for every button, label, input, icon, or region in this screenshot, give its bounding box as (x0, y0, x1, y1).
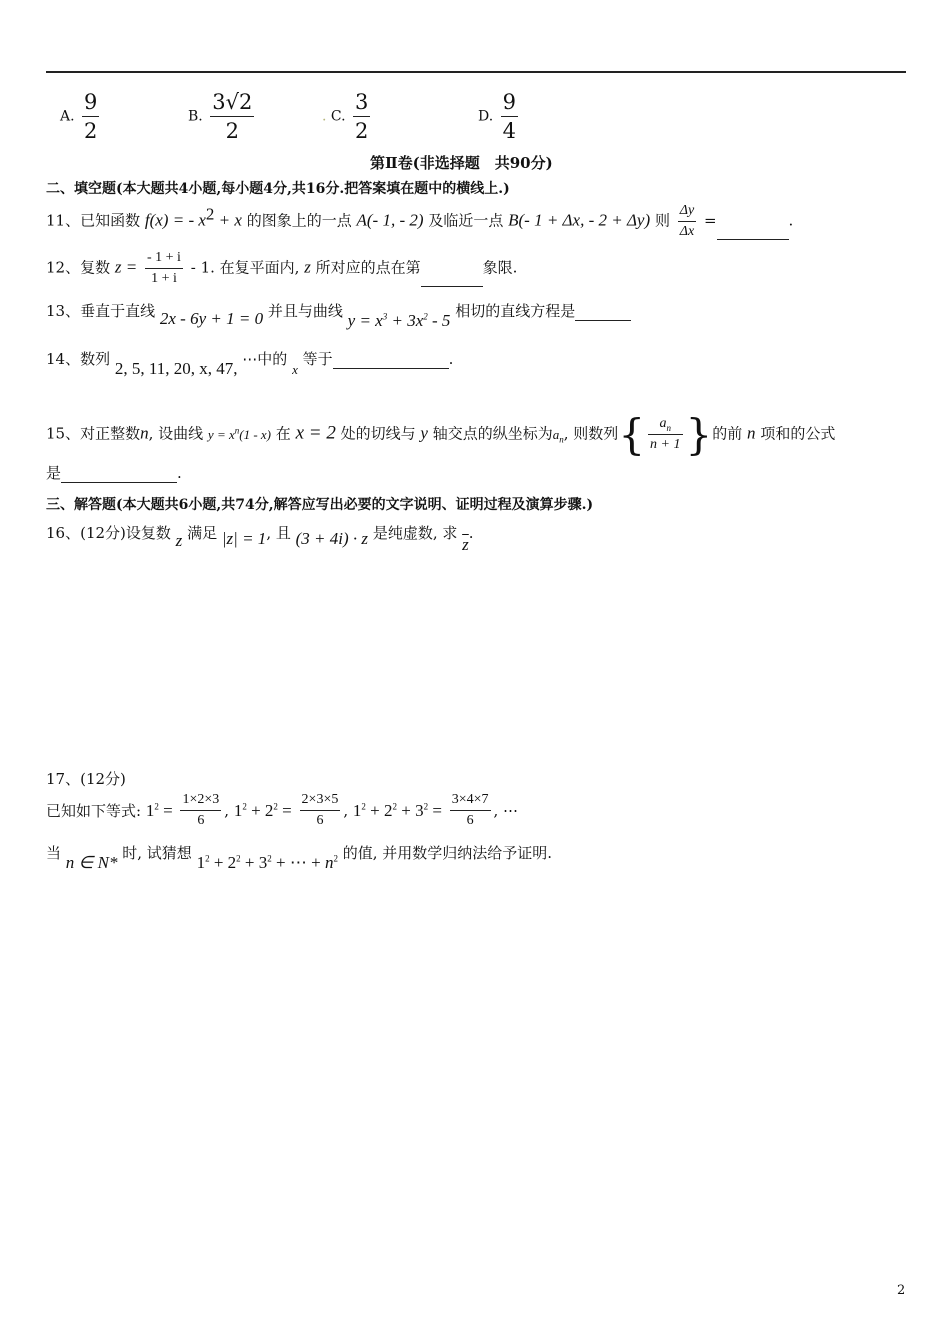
option-a (60, 90, 102, 143)
option-c-label: C. (330, 108, 346, 125)
right-brace: } (685, 410, 713, 459)
question-16: 16、(12分)设复数 z 满足 |z| = 1, 且 (3 + 4i) · z 是纯虚数, 求 $\overline{z}$. (46, 524, 474, 554)
q17-fraction-2: $\frac{2\times 3\times 5}{6}$ (301, 792, 339, 828)
q17-fraction-3: $\frac{3\times 4\times 7}{6}$ (451, 792, 489, 828)
option-b-fraction: $\frac{3√2}{2}$ (212, 90, 253, 143)
q11-answer-blank[interactable] (717, 239, 789, 240)
q12-answer-blank[interactable] (421, 286, 483, 287)
left-brace: { (618, 410, 646, 459)
page-number: 2 (897, 1283, 906, 1298)
q17-fraction-1: $\frac{1\times 2\times 3}{6}$ (182, 792, 220, 828)
top-rule (46, 71, 906, 73)
question-17-conjecture: 当 n ∈ N* 时, 试猜想 $1^2 + 2^2 + 3^2$ + ⋯ + $n^2$ 的值, 并用数学归纳法给予证明. (46, 844, 553, 872)
option-a-label: A. (60, 108, 75, 125)
question-17-title: 17、(12分) (46, 770, 126, 788)
section3-heading: 三、解答题(本大题共6小题,共74分,解答应写出必要的文字说明、证明过程及演算步骤.) (46, 497, 594, 513)
question-15-line2: 是 . (46, 464, 182, 482)
q14-answer-blank[interactable] (333, 368, 449, 369)
option-d-label: D. (478, 108, 494, 125)
option-c (322, 90, 373, 143)
q11-fraction: $\frac{\Delta y}{\Delta x}$ (679, 203, 695, 239)
question-11: 11、已知函数 f(x) = - $x^2 + x$ 的图象上的一点 A(- 1, - 2) 及临近一点 B(- 1 + Δx, - 2 + Δy) 则 $\frac{\Delta y}{\Delta x}$ = . (46, 203, 794, 239)
option-d (478, 90, 521, 143)
option-d-fraction: $\frac{9}{4}$ (502, 90, 517, 143)
q15-fraction: $\frac{a_n}{n + 1}$ (650, 415, 681, 453)
part2-title: 第Ⅱ卷(非选择题 共90分) (370, 154, 553, 172)
question-13: 13、垂直于直线 2x - 6y + 1 = 0 并且与曲线 $y = x^3 + 3x^2 - 5$ 相切的直线方程是 (46, 300, 631, 321)
stray-dot: . (322, 108, 327, 125)
section2-heading: 二、填空题(本大题共4小题,每小题4分,共16分.把答案填在题中的横线上.) (46, 181, 510, 197)
option-b-label: B. (188, 108, 203, 125)
q13-answer-blank[interactable] (575, 320, 631, 321)
option-c-fraction: $\frac{3}{2}$ (355, 90, 369, 143)
q15-answer-blank[interactable] (61, 482, 177, 483)
question-14: 14、数列 2, 5, 11, 20, x, 47, ⋯中的 x 等于 . (46, 350, 454, 378)
q12-fraction: $\frac{- 1 + i}{1 + i}$ (147, 250, 181, 286)
question-15: 15、对正整数n, 设曲线 $y = x^n(1 - x)$ 在 x = 2 处的切线与 y 轴交点的纵坐标为$a_n$, 则数列{ $\frac{a_n}{n + 1}$ }的前 n 项和的公式 (46, 410, 836, 459)
option-b (188, 90, 257, 143)
question-17-equations: 已知如下等式: $1^2$ = $\frac{1\times 2\times 3}{6}$ , $1^2 + 2^2$ = $\frac{2\times 3\times 5}{6}$ , $1^2 + 2^2 + 3^2$ = $\frac{3\times 4\times 7}{6}$ , ⋯ (46, 792, 519, 828)
question-12: 12、复数 z = $\frac{- 1 + i}{1 + i}$ - 1. 在复平面内, z 所对应的点在第 象限. (46, 250, 518, 286)
option-a-fraction: $\frac{9}{2}$ (84, 90, 98, 143)
